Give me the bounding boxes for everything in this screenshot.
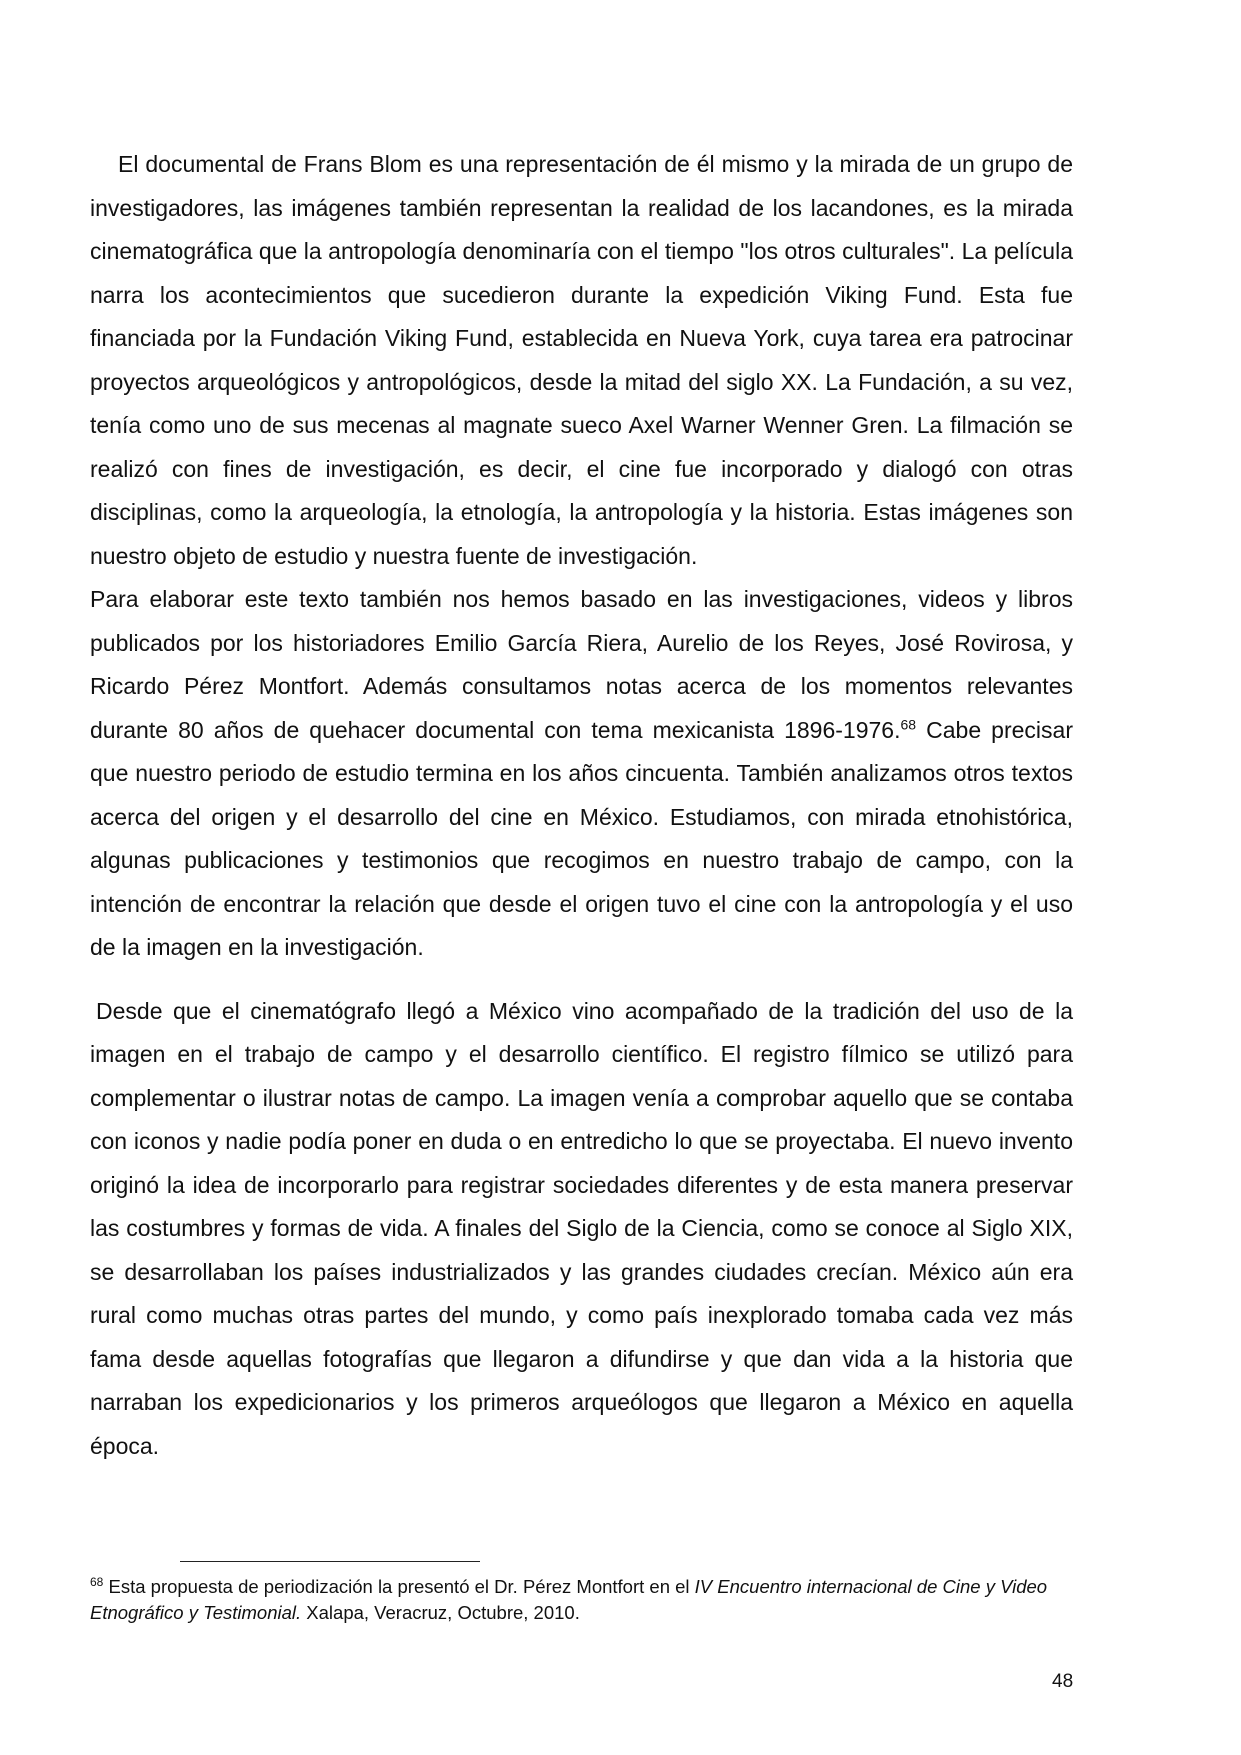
paragraph-sources-text-1: Para elaborar este texto también nos hemos basado en las investigaciones, videos y libros publicados por los historiadores Emilio García Riera, Aurelio de los Reyes, José Rovirosa, y Ricardo Pérez Montfort. Además consultamos notas acerca de los momentos relevantes durante 80 años de quehacer documental con tema mexicanista 1896-1976. — [90, 586, 1073, 743]
footnote-separator — [180, 1561, 480, 1562]
footnote — [90, 1574, 1080, 1626]
paragraph-sources — [90, 578, 1073, 970]
footnote-text-1: Esta propuesta de periodización la presentó el Dr. Pérez Montfort en el — [103, 1576, 695, 1597]
footnote-number: 68 — [90, 1574, 104, 1589]
paragraph-cinematografo: Desde que el cinematógrafo llegó a México vino acompañado de la tradición del uso de la imagen en el trabajo de campo y el desarrollo científico. El registro fílmico se utilizó para complementar o ilustrar notas de campo. La imagen venía a comprobar aquello que se contaba con iconos y nadie podía poner en duda o en entredicho lo que se proyectaba. El nuevo invento originó la idea de incorporarlo para registrar sociedades diferentes y de esta manera preservar las costumbres y formas de vida. A finales del Siglo de la Ciencia, como se conoce al Siglo XIX, se desarrollaban los países industrializados y las grandes ciudades crecían. México aún era rural como muchas otras partes del mundo, y como país inexplorado tomaba cada vez más fama desde aquellas fotografías que llegaron a difundirse y que dan vida a la historia que narraban los expedicionarios y los primeros arqueólogos que llegaron a México en aquella época. — [90, 997, 1073, 1459]
paragraph-sources-text-2: Cabe precisar que nuestro periodo de estudio termina en los años cincuenta. También analizamos otros textos acerca del origen y el desarrollo del cine en México. Estudiamos, con mirada etnohistórica, algunas publicaciones y testimonios que recogimos en nuestro trabajo de campo, con la intención de encontrar la relación que desde el origen tuvo el cine con la antropología y el uso de la imagen en la investigación. — [90, 716, 1073, 960]
paragraph-frans-blom: El documental de Frans Blom es una representación de él mismo y la mirada de un grupo de investigadores, las imágenes también representan la realidad de los lacandones, es la mirada cinematográfica que la antropología denominaría con el tiempo "los otros culturales". La película narra los acontecimientos que sucedieron durante la expedición Viking Fund. Esta fue financiada por la Fundación Viking Fund, establecida en Nueva York, cuya tarea era patrocinar proyectos arqueológicos y antropológicos, desde la mitad del siglo XX. La Fundación, a su vez, tenía como uno de sus mecenas al magnate sueco Axel Warner Wenner Gren. La filmación se realizó con fines de investigación, es decir, el cine fue incorporado y dialogó con otras disciplinas, como la arqueología, la etnología, la antropología y la historia. Estas imágenes son nuestro objeto de estudio y nuestra fuente de investigación. — [90, 151, 1073, 569]
page-number: 48 — [1052, 1671, 1074, 1692]
footnote-text-2: Xalapa, Veracruz, Octubre, 2010. — [301, 1602, 580, 1623]
footnote-event-title: IV Encuentro internacional de Cine y Video Etnográfico y Testimonial. — [90, 1576, 1048, 1623]
body-text — [90, 143, 1073, 1468]
footnote-reference[interactable]: 68 — [900, 715, 917, 732]
